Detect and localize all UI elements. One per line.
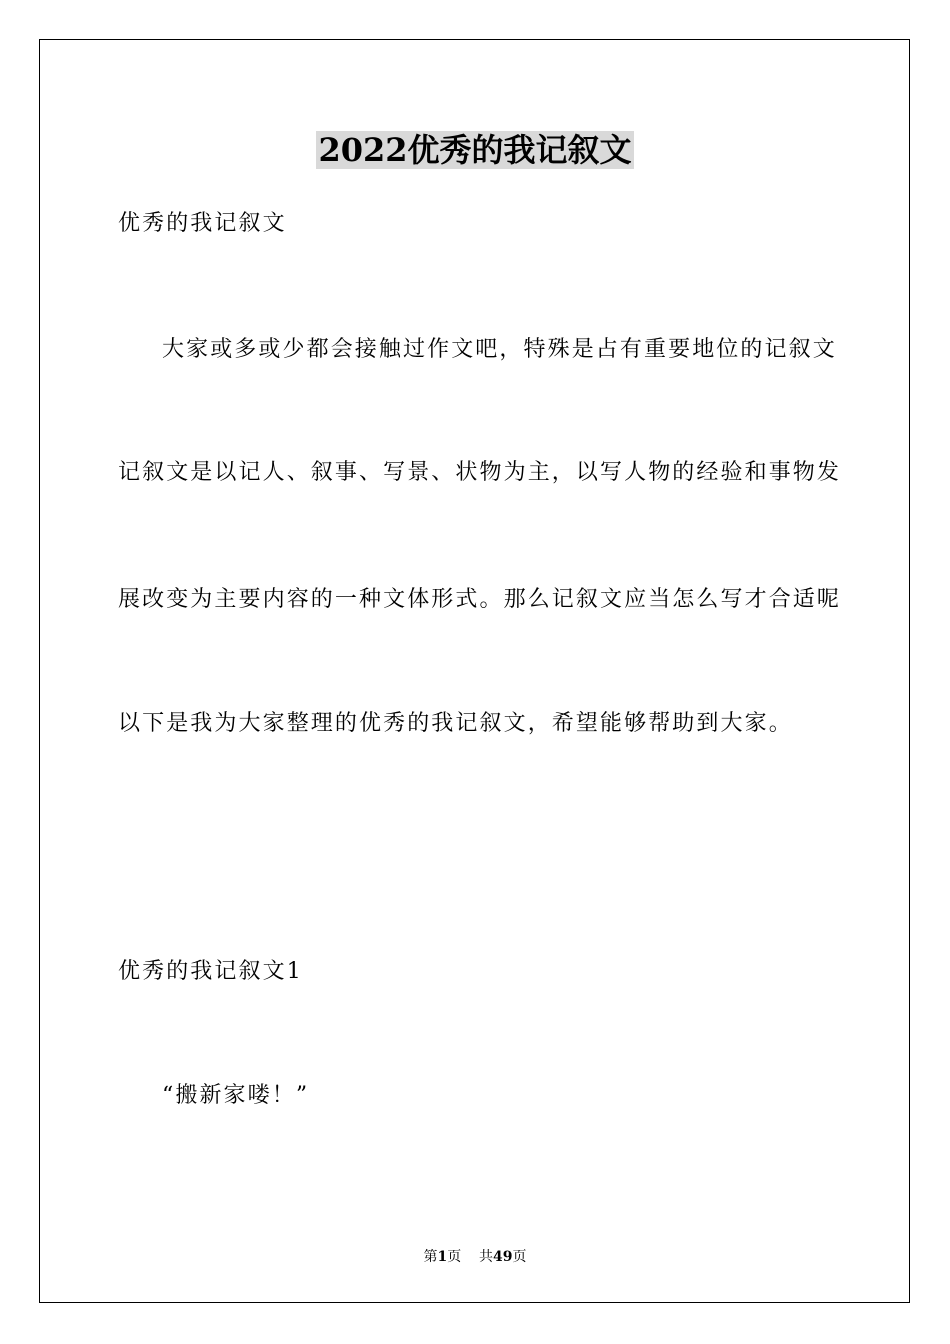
page-number: 1 [437, 1249, 448, 1265]
intro-line-1: 大家或多或少都会接触过作文吧，特殊是占有重要地位的记叙文 [162, 337, 837, 362]
intro-line-3: 展改变为主要内容的一种文体形式。那么记叙文应当怎么写才合适呢 [118, 587, 842, 612]
intro-line-2: 记叙文是以记人、叙事、写景、状物为主，以写人物的经验和事物发 [118, 460, 842, 485]
section-heading: 优秀的我记叙文1 [118, 959, 303, 984]
total-suffix: 页 [512, 1249, 527, 1265]
document-title [0, 128, 950, 172]
page-footer [0, 1248, 950, 1266]
total-pages: 49 [493, 1249, 513, 1265]
document-subtitle: 优秀的我记叙文 [118, 211, 287, 236]
section-first-line: “搬新家喽！” [162, 1083, 310, 1108]
intro-line-4: 以下是我为大家整理的优秀的我记叙文，希望能够帮助到大家。 [118, 711, 793, 736]
page-suffix: 页 [447, 1249, 462, 1265]
total-prefix: 共 [479, 1249, 494, 1265]
page-prefix: 第 [423, 1249, 438, 1265]
document-title-text: 2022优秀的我记叙文 [318, 131, 632, 169]
